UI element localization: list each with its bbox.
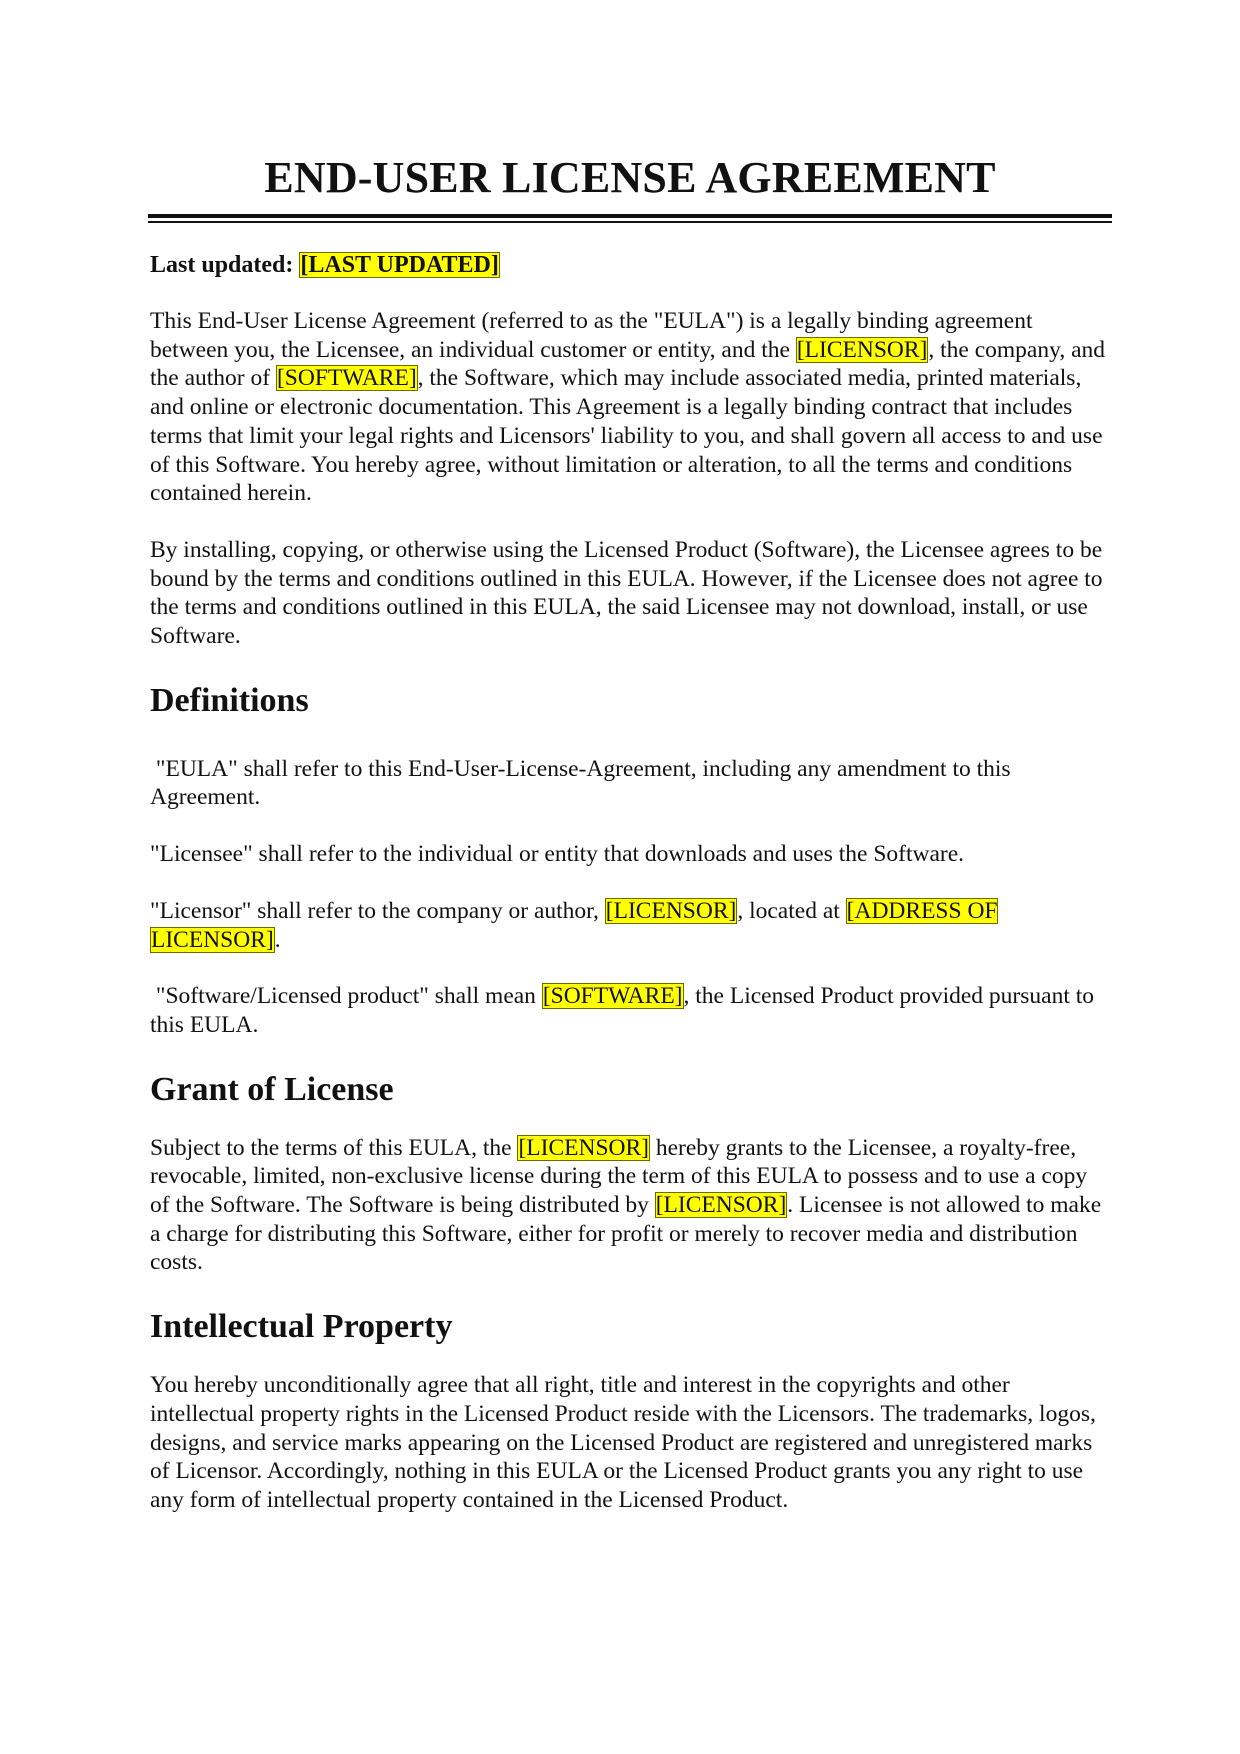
title-rule-thick xyxy=(148,214,1112,218)
intro-p1-text-3: , the Software, which may include associated media, printed materials, and online or electronic documentation. This Agreement is a legally binding contract that includes terms that limit your legal rights and Licensors' liability to you, and shall govern all access to and use of this Software. You hereby agree, without limitation or alteration, to all the terms and conditions contained herein. xyxy=(150,365,1103,507)
definition-licensor-text-3: . xyxy=(274,926,281,953)
last-updated-label: Last updated: xyxy=(150,252,294,278)
intro-p1-text-2: , the company, and the author of xyxy=(150,336,1106,392)
licensor-placeholder: [LICENSOR] xyxy=(796,336,928,363)
definition-licensee: "Licensee" shall refer to the individual or entity that downloads and uses the Software. xyxy=(150,841,965,868)
intellectual-property-heading: Intellectual Property xyxy=(150,1308,453,1346)
document-page xyxy=(150,150,1110,1513)
intro-paragraph-1 xyxy=(150,307,1110,508)
title-double-rule xyxy=(148,214,1112,224)
grant-text-1: Subject to the terms of this EULA, the xyxy=(150,1134,518,1161)
definition-licensor-text-1: "Licensor" shall refer to the company or author, xyxy=(150,897,605,924)
definition-licensor xyxy=(150,897,1110,954)
definitions-heading: Definitions xyxy=(150,681,309,719)
definition-software xyxy=(150,982,1110,1039)
licensor-placeholder: [LICENSOR] xyxy=(518,1134,649,1161)
document-title: END-USER LICENSE AGREEMENT xyxy=(264,153,996,202)
last-updated-line xyxy=(150,250,500,280)
definition-licensor-text-2: , located at xyxy=(737,897,846,924)
address-placeholder-part-1: [ADDRESS OF xyxy=(846,897,998,924)
definition-eula: "EULA" shall refer to this End-User-License-Agreement, including any amendment to this Agreement. xyxy=(150,755,1011,811)
grant-of-license-heading: Grant of License xyxy=(150,1070,394,1108)
grant-text-2: hereby grants to the Licensee, a royalty-free, revocable, limited, non-exclusive license during the term of this EULA to possess and to use a copy of the Software. The Software is being distributed by xyxy=(150,1134,1088,1219)
intellectual-property-paragraph: You hereby unconditionally agree that all right, title and interest in the copyrights and other intellectual property rights in the Licensed Product reside with the Licensors. The trademarks, logos, designs, and service marks appearing on the Licensed Product are registered and unregistered marks of Licensor. Accordingly, nothing in this EULA or the Licensed Product grants you any right to use any form of intellectual property contained in the Licensed Product. xyxy=(150,1372,1096,1513)
definition-software-text-2: , the Licensed Product provided pursuant to this EULA. xyxy=(150,983,1095,1038)
software-placeholder: [SOFTWARE] xyxy=(542,983,683,1010)
grant-text-3: . Licensee is not allowed to make a charge for distributing this Software, either for profit or merely to recover media and distribution costs. xyxy=(150,1192,1102,1276)
document-body xyxy=(150,307,1110,1543)
grant-of-license-paragraph xyxy=(150,1134,1110,1278)
intro-p1-text-1: This End-User License Agreement (referred to as the "EULA") is a legally binding agreement between you, the Licensee, an individual customer or entity, and the xyxy=(150,308,1033,363)
licensor-placeholder: [LICENSOR] xyxy=(605,897,737,924)
address-placeholder-part-2: LICENSOR] xyxy=(151,926,274,953)
software-placeholder: [SOFTWARE] xyxy=(276,365,417,392)
title-rule-thin xyxy=(148,221,1112,223)
definition-software-text-1: "Software/Licensed product" shall mean xyxy=(150,983,542,1010)
last-updated-placeholder: [LAST UPDATED] xyxy=(300,252,499,278)
intro-paragraph-2: By installing, copying, or otherwise using the Licensed Product (Software), the Licensee agrees to be bound by the terms and conditions outlined in this EULA. However, if the Licensee does not agree to the terms and conditions outlined in this EULA, the said Licensee may not download, install, or use Software. xyxy=(150,536,1103,650)
licensor-placeholder: [LICENSOR] xyxy=(655,1192,787,1219)
